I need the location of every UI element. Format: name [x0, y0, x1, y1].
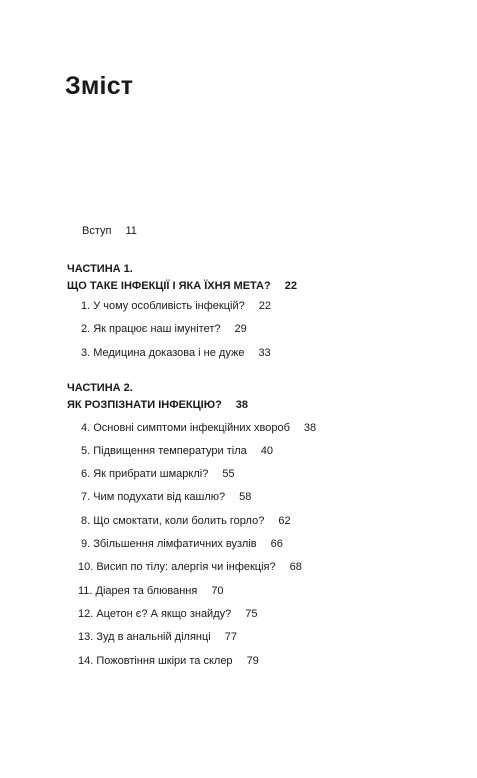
- toc-entry-label: 10. Висип по тілу: алергія чи інфекція?: [78, 561, 276, 573]
- toc-entry-page: 29: [234, 323, 247, 335]
- page-title: Зміст: [65, 72, 134, 100]
- toc-entry-label: 9. Збільшення лімфатичних вузлів: [81, 538, 257, 550]
- toc-entry: [81, 490, 251, 504]
- toc-entry: [81, 346, 271, 360]
- toc-entry-label: Вступ: [82, 225, 112, 237]
- toc-entry-page: 22: [258, 300, 271, 312]
- toc-entry-page: 11: [125, 225, 137, 237]
- toc-entry-label: 4. Основні симптоми інфекційних хвороб: [81, 422, 290, 434]
- toc-entry-label: 8. Що смоктати, коли болить горло?: [81, 515, 265, 527]
- toc-entry-label: 14. Пожовтіння шкіри та склер: [78, 655, 233, 667]
- toc-entry-page: 68: [289, 561, 302, 573]
- toc-entry: [81, 514, 291, 528]
- toc-entry-label: 2. Як працює наш імунітет?: [81, 323, 221, 335]
- toc-entry-page: 40: [260, 445, 273, 457]
- toc-entry-label: 7. Чим подухати від кашлю?: [81, 491, 226, 503]
- toc-entry-label: 11. Діарея та блювання: [78, 585, 198, 597]
- toc-entry: [81, 444, 273, 458]
- toc-entry: [81, 299, 271, 313]
- toc-entry: [78, 654, 259, 668]
- toc-entry-page: 38: [303, 422, 317, 434]
- toc-entry-page: 58: [239, 491, 252, 503]
- part-subheading: ЩО ТАКЕ ІНФЕКЦІЇ І ЯКА ЇХНЯ МЕТА?: [67, 280, 271, 292]
- toc-entry-intro: [82, 224, 137, 238]
- toc-part-2: [67, 380, 248, 414]
- toc-entry-label: 12. Ацетон є? А якщо знайду?: [78, 608, 232, 620]
- toc-entry-page: 79: [246, 655, 259, 667]
- part-subheading: ЯК РОЗПІЗНАТИ ІНФЕКЦІЮ?: [67, 399, 222, 411]
- toc-entry-label: 6. Як прибрати шмарклі?: [81, 468, 209, 480]
- toc-entry: [81, 421, 316, 435]
- toc-entry-page: 62: [278, 515, 291, 527]
- toc-entry-page: 70: [211, 585, 224, 597]
- part-page: 22: [284, 280, 297, 292]
- toc-entry: [78, 607, 258, 621]
- toc-entry-label: 13. Зуд в анальній ділянці: [78, 631, 211, 643]
- toc-entry-label: 3. Медицина доказова і не дуже: [81, 347, 245, 359]
- toc-entry-page: 77: [224, 631, 237, 643]
- toc-entry: [78, 584, 224, 598]
- part-heading: ЧАСТИНА 1.: [67, 263, 133, 275]
- toc-entry: [78, 560, 302, 574]
- toc-entry-page: 66: [270, 538, 283, 550]
- toc-part-1: [67, 261, 297, 295]
- toc-entry-page: 55: [222, 468, 235, 480]
- part-heading: ЧАСТИНА 2.: [67, 382, 133, 394]
- toc-entry-label: 5. Підвищення температури тіла: [81, 445, 247, 457]
- toc-entry-label: 1. У чому особливість інфекцій?: [81, 300, 245, 312]
- toc-entry: [81, 322, 247, 336]
- toc-entry: [81, 537, 283, 551]
- toc-entry-page: 75: [245, 608, 258, 620]
- part-page: 38: [235, 399, 249, 411]
- toc-entry: [81, 467, 235, 481]
- toc-entry: [78, 630, 237, 644]
- toc-entry-page: 33: [258, 347, 271, 359]
